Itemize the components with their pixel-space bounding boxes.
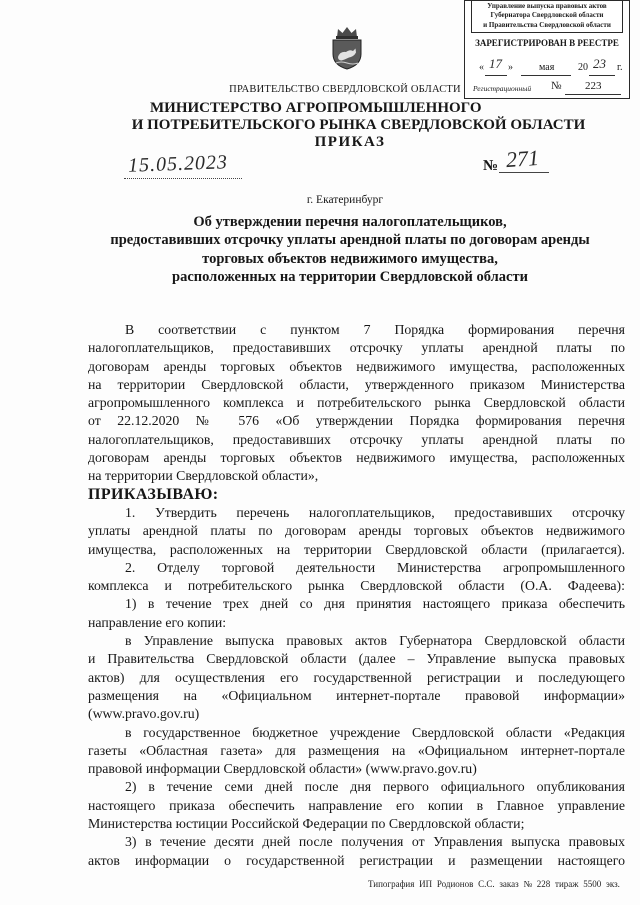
date-underline (124, 178, 242, 179)
body-line: 1) в течение трех дней со дня принятия настоящего приказа обеспечить (125, 596, 625, 612)
ministry-name-line-2: И ПОТРЕБИТЕЛЬСКОГО РЫНКА СВЕРДЛОВСКОЙ ОБЛАСТИ (131, 117, 586, 133)
body-line: 1. Утвердить перечень налогоплательщиков, предоставивших отсрочку (125, 504, 625, 520)
body-line: имущества, расположенных на территории Свердловской области (прилагается). (88, 541, 625, 557)
body-line: комплекса и потребительского рынка Свердловской области (О.А. Фадеева): (88, 578, 625, 594)
stamp-month-underline (521, 75, 571, 76)
stamp-reg-label: Регистрационный (473, 84, 532, 93)
body-line: актов информации о государственной регистрации и размещении настоящего (88, 852, 625, 868)
body-line: Министерства юстиции Российской Федерации по Свердловской области; (88, 816, 525, 832)
stamp-date-close-quote: » (508, 62, 513, 73)
stamp-date-year-prefix: 20 (578, 62, 588, 73)
government-name: ПРАВИТЕЛЬСТВО СВЕРДЛОВСКОЙ ОБЛАСТИ (229, 84, 461, 95)
body-line: правовой информации Свердловской области» (www.pravo.gov.ru) (88, 761, 477, 777)
body-line: в государственное бюджетное учреждение Свердловской области «Редакция (125, 724, 625, 740)
title-line: предоставивших отсрочку уплаты арендной платы по договорам аренды (110, 232, 590, 249)
body-line: в Управление выпуска правовых актов Губернатора Свердловской области (125, 633, 625, 649)
body-line: договорам аренды торговых объектов недвижимого имущества, расположенных (88, 450, 625, 466)
body-line: налогоплательщиков, предоставивших отсрочку уплаты арендной платы по (88, 431, 625, 447)
stamp-year-underline (589, 75, 615, 76)
body-line: настоящего приказа обеспечить направление его копии в Главное управление (88, 797, 625, 813)
number-underline (499, 172, 549, 173)
title-line: торговых объектов недвижимого имущества, (202, 250, 498, 267)
body-line: размещения на «Официальном интернет-портале правовой информации» (88, 687, 625, 703)
order-heading: ПРИКАЗЫВАЮ: (88, 485, 219, 503)
body-line: (www.pravo.gov.ru) (88, 706, 200, 722)
handwritten-date: 15.05.2023 (127, 151, 229, 177)
stamp-reg-underline (565, 94, 621, 95)
stamp-registration-number (465, 79, 629, 99)
document-type: ПРИКАЗ (314, 134, 386, 150)
stamp-date-year-suffix: 23 (593, 56, 606, 71)
stamp-header-line: и Правительства Свердловской области (483, 20, 611, 29)
number-sign: № (483, 158, 499, 174)
stamp-date-day: 17 (489, 56, 502, 71)
body-line: 2. Отделу торговой деятельности Министерства агропромышленного (125, 559, 625, 575)
stamp-header (471, 0, 623, 33)
stamp-header-line: Управление выпуска правовых актов (487, 2, 607, 10)
title-line: расположенных на территории Свердловской области (172, 268, 528, 285)
body-line: агропромышленного комплекса и потребительского рынка Свердловской области (88, 395, 625, 411)
stamp-date (465, 56, 629, 78)
stamp-date-month: мая (539, 62, 555, 73)
body-line: договорам аренды торговых объектов недвижимого имущества, расположенных (88, 358, 625, 374)
body-line: налогоплательщиков, предоставивших отсрочку уплаты арендной платы по (88, 340, 625, 356)
body-line: направление его копии: (88, 614, 227, 630)
document-title (90, 213, 610, 286)
stamp-day-underline (485, 75, 507, 76)
stamp-reg-number-sign: № (551, 80, 562, 92)
stamp-date-open-quote: « (479, 62, 484, 73)
document-body (88, 321, 625, 870)
body-line: на территории Свердловской области», (88, 468, 319, 484)
body-line: на территории Свердловской области, утвержденного приказом Министерства (88, 376, 625, 392)
stamp-date-suffix: г. (617, 62, 623, 73)
body-line: уплаты арендной платы по договорам аренды торговых объектов недвижимого (88, 523, 625, 539)
body-line: актов) для осуществления его государственной регистрации и последующего (88, 669, 625, 685)
body-line: В соответствии с пунктом 7 Порядка формирования перечня (125, 322, 625, 337)
stamp-header-line: Губернатора Свердловской области (490, 11, 604, 20)
body-line: газеты «Областная газета» для размещения на «Официальном интернет-портале (88, 742, 625, 758)
stamp-registered-label: ЗАРЕГИСТРИРОВАН В РЕЕСТРЕ (475, 38, 619, 48)
stamp-reg-number: 223 (585, 80, 602, 92)
body-line: 3) в течение десяти дней после получения от Управления выпуска правовых (125, 834, 625, 850)
handwritten-number: 271 (505, 144, 540, 173)
print-footer: Типография ИП Родионов С.С. заказ № 228 тираж 5500 экз. (368, 879, 620, 889)
title-line: Об утверждении перечня налогоплательщиков, (193, 214, 507, 230)
coat-of-arms-icon (327, 26, 367, 70)
body-line: от 22.12.2020 № 576 «Об утверждении Порядка формирования перечня (88, 413, 625, 429)
body-line: 2) в течение семи дней после дня первого официального опубликования (125, 779, 625, 795)
ministry-name-line-1: МИНИСТЕРСТВО АГРОПРОМЫШЛЕННОГО (150, 100, 482, 116)
body-line: и Правительства Свердловской области (далее – Управление выпуска правовых (88, 651, 625, 667)
city: г. Екатеринбург (306, 194, 384, 206)
registration-stamp (464, 0, 630, 99)
